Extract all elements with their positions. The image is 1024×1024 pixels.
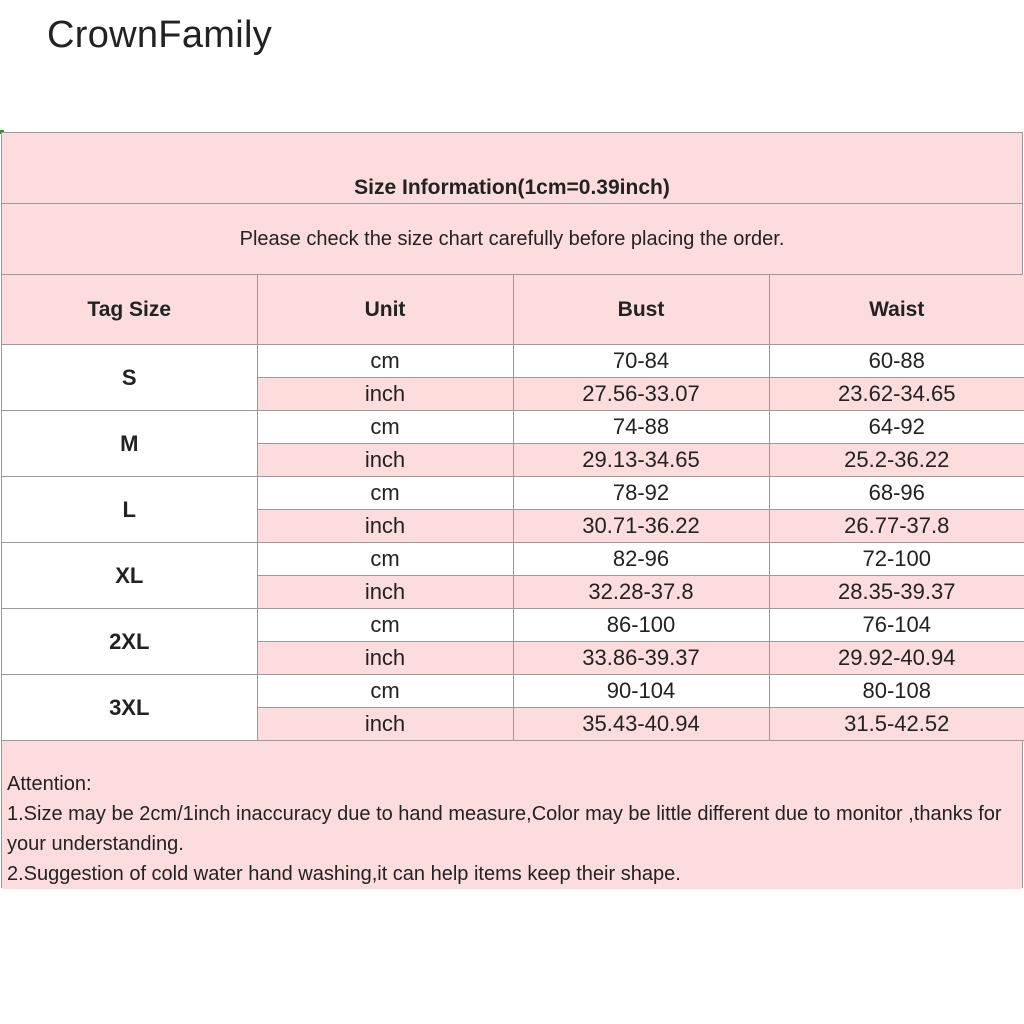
unit-cell: inch bbox=[257, 708, 513, 741]
table-row bbox=[2, 609, 1024, 642]
unit-cell: cm bbox=[257, 411, 513, 444]
table-row bbox=[2, 411, 1024, 444]
header-bust: Bust bbox=[513, 275, 769, 345]
waist-cell: 72-100 bbox=[769, 543, 1024, 576]
tag-size-cell: M bbox=[2, 411, 257, 477]
unit-cell: inch bbox=[257, 378, 513, 411]
waist-cell: 26.77-37.8 bbox=[769, 510, 1024, 543]
bust-cell: 30.71-36.22 bbox=[513, 510, 769, 543]
size-table bbox=[2, 275, 1024, 741]
waist-cell: 23.62-34.65 bbox=[769, 378, 1024, 411]
table-header-row bbox=[2, 275, 1024, 345]
tag-size-cell: 2XL bbox=[2, 609, 257, 675]
bust-cell: 78-92 bbox=[513, 477, 769, 510]
table-row bbox=[2, 345, 1024, 378]
waist-cell: 76-104 bbox=[769, 609, 1024, 642]
header-tag-size: Tag Size bbox=[2, 275, 257, 345]
waist-cell: 29.92-40.94 bbox=[769, 642, 1024, 675]
bust-cell: 90-104 bbox=[513, 675, 769, 708]
bust-cell: 70-84 bbox=[513, 345, 769, 378]
waist-cell: 64-92 bbox=[769, 411, 1024, 444]
waist-cell: 68-96 bbox=[769, 477, 1024, 510]
unit-cell: inch bbox=[257, 444, 513, 477]
unit-cell: cm bbox=[257, 675, 513, 708]
attention-note-1: 1.Size may be 2cm/1inch inaccuracy due to hand measure,Color may be little different due to monitor ,thanks for your understanding. bbox=[7, 803, 1002, 855]
waist-cell: 28.35-39.37 bbox=[769, 576, 1024, 609]
header-waist: Waist bbox=[769, 275, 1024, 345]
bust-cell: 74-88 bbox=[513, 411, 769, 444]
unit-cell: cm bbox=[257, 345, 513, 378]
tag-size-cell: XL bbox=[2, 543, 257, 609]
bust-cell: 32.28-37.8 bbox=[513, 576, 769, 609]
bust-cell: 27.56-33.07 bbox=[513, 378, 769, 411]
waist-cell: 25.2-36.22 bbox=[769, 444, 1024, 477]
unit-cell: inch bbox=[257, 576, 513, 609]
header-unit: Unit bbox=[257, 275, 513, 345]
attention-note-2: 2.Suggestion of cold water hand washing,it can help items keep their shape. bbox=[7, 863, 681, 885]
attention-heading: Attention: bbox=[7, 773, 92, 795]
tag-size-cell: L bbox=[2, 477, 257, 543]
tag-size-cell: 3XL bbox=[2, 675, 257, 741]
brand-logo-text: CrownFamily bbox=[47, 14, 272, 56]
unit-cell: cm bbox=[257, 543, 513, 576]
bust-cell: 86-100 bbox=[513, 609, 769, 642]
bust-cell: 82-96 bbox=[513, 543, 769, 576]
table-row bbox=[2, 543, 1024, 576]
bust-cell: 35.43-40.94 bbox=[513, 708, 769, 741]
attention-notes bbox=[2, 741, 1022, 889]
table-row bbox=[2, 477, 1024, 510]
chart-title: Size Information(1cm=0.39inch) bbox=[2, 133, 1022, 204]
bust-cell: 33.86-39.37 bbox=[513, 642, 769, 675]
table-row bbox=[2, 675, 1024, 708]
unit-cell: inch bbox=[257, 642, 513, 675]
waist-cell: 80-108 bbox=[769, 675, 1024, 708]
tag-size-cell: S bbox=[2, 345, 257, 411]
unit-cell: inch bbox=[257, 510, 513, 543]
waist-cell: 60-88 bbox=[769, 345, 1024, 378]
unit-cell: cm bbox=[257, 477, 513, 510]
bust-cell: 29.13-34.65 bbox=[513, 444, 769, 477]
waist-cell: 31.5-42.52 bbox=[769, 708, 1024, 741]
unit-cell: cm bbox=[257, 609, 513, 642]
size-chart bbox=[1, 132, 1023, 888]
chart-note: Please check the size chart carefully before placing the order. bbox=[2, 204, 1022, 275]
